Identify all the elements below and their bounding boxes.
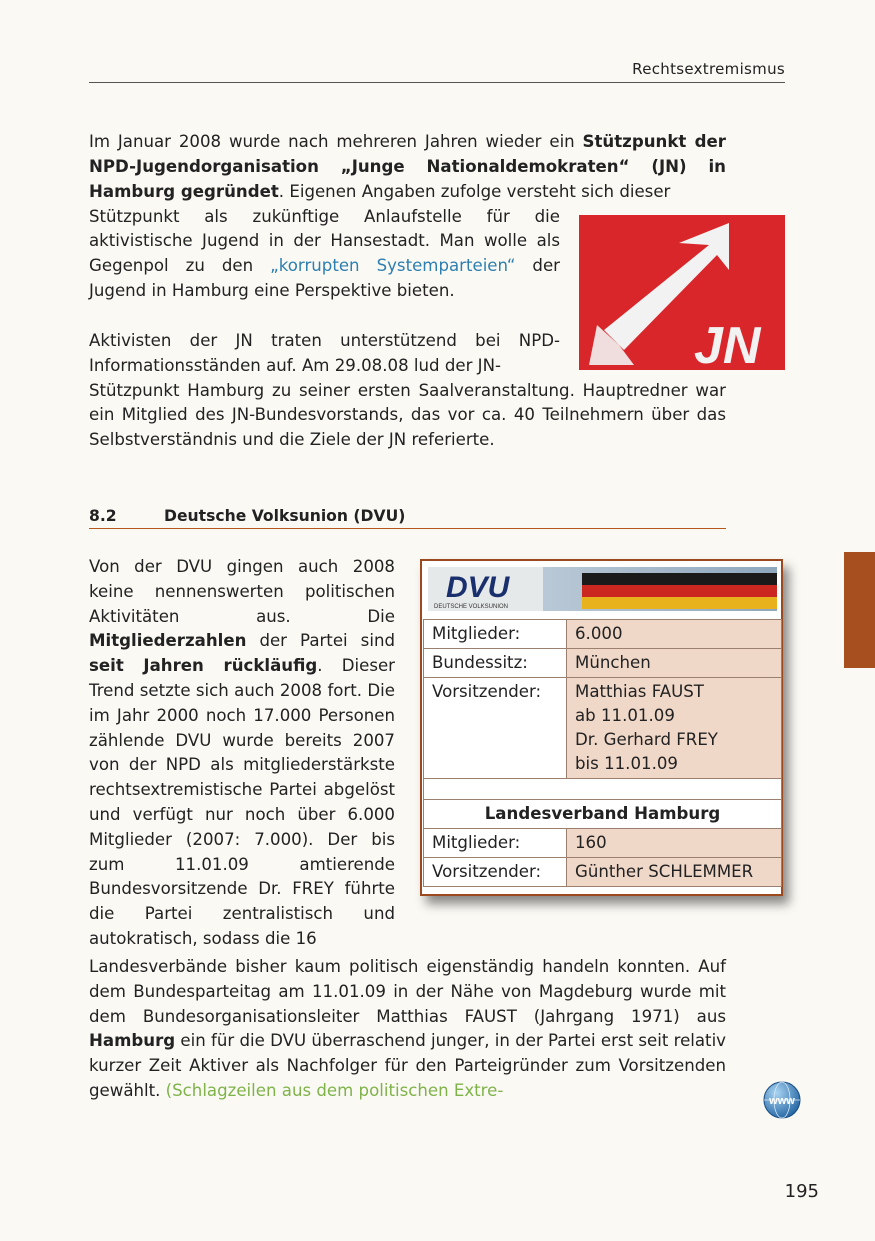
- www-globe-icon[interactable]: [762, 1080, 802, 1120]
- jn-paragraph-1a: Im Januar 2008 wurde nach mehreren Jahren wieder ein Stützpunkt der NPD-Jugendorganisation „Junge Nationaldemokraten“ (JN) in Hamburg gegründet. Eigenen Angaben zufolge versteht sich dieser: [89, 132, 726, 201]
- schlagzeilen-link[interactable]: (Schlagzeilen aus dem politischen Extre-: [165, 1080, 504, 1100]
- dvu-fact-box: [420, 559, 783, 896]
- section-number: 8.2: [89, 507, 117, 525]
- jn-logo-image: [579, 215, 785, 370]
- dvu-logo-text: DVU: [446, 571, 510, 604]
- dvu-paragraph-column: Von der DVU gingen auch 2008 keine nennenswerten politischen Aktivitäten aus. Die Mitgliederzahlen der Partei sind seit Jahren rückläufig. Dieser Trend setzte sich auch 2008 fort. Die im Jahr 2000 noch 17.000 Personen zählende DVU wurde bereits 2007 von der NPD als mitgliederstärkste rechtsextremistische Partei abgelöst und verfügt nur noch über 6.000 Mitglieder (2007: 7.000). Der bis zum 11.01.09 amtierende Bundesvorsitzende Dr. FREY führte die Partei zentralistisch und autokratisch, sodass die 16: [89, 557, 395, 948]
- table-subheading-row: Landesverband Hamburg: [424, 800, 782, 829]
- table-spacer-row: [424, 779, 782, 800]
- dvu-info-table: [423, 619, 782, 887]
- running-title: Rechtsextremismus: [632, 60, 785, 78]
- section-heading-8-2: [89, 506, 726, 529]
- jn-paragraph-2b: Stützpunkt Hamburg zu seiner ersten Saalveranstaltung. Hauptredner war ein Mitglied des JN-Bundesvorstands, das vor ca. 40 Teilnehmern über das Selbstverständnis und die Ziele der JN referierte.: [89, 380, 726, 450]
- page-number: 195: [784, 1181, 819, 1202]
- section-title: Deutsche Volksunion (DVU): [164, 507, 406, 525]
- dvu-paragraph-full: Landesverbände bisher kaum politisch eigenständig handeln konnten. Auf dem Bundesparteitag am 11.01.09 in der Nähe von Magdeburg wurde mit dem Bundesorganisationsleiter Matthias FAUST (Jahrgang 1971) aus Hamburg ein für die DVU überraschend junger, in der Partei erst seit relativ kurzer Zeit Aktiver als Nachfolger für den Parteigründer zum Vorsitzenden gewählt. (Schlagzeilen aus dem politischen Extre-: [89, 957, 726, 1100]
- chapter-tab-marker: [844, 552, 875, 668]
- table-row: Vorsitzender: Matthias FAUST ab 11.01.09 Dr. Gerhard FREY bis 11.01.09: [424, 678, 782, 779]
- dvu-logo-subtext: DEUTSCHE VOLKSUNION: [434, 604, 509, 610]
- jn-emphasis: Stützpunkt der NPD-Jugendorganisation „Junge Nationaldemokraten“ (JN) in Hamburg gegründet: [89, 132, 726, 201]
- www-label: www: [769, 1095, 795, 1107]
- jn-paragraph-1b: Stützpunkt als zukünftige Anlaufstelle für die aktivistische Jugend in der Hansestadt. Man wolle als Gegenpol zu den „korrupten Systemparteien“ der Jugend in Hamburg eine Perspektive bieten.: [89, 206, 560, 300]
- jn-paragraph-2a: Aktivisten der JN traten unterstützend bei NPD-Informationsständen auf. Am 29.08.08 lud der JN-: [89, 331, 560, 375]
- systemparteien-link[interactable]: „korrupten Systemparteien“: [270, 256, 516, 276]
- table-row: Vorsitzender: Günther SCHLEMMER: [424, 858, 782, 887]
- jn-logo-text: JN: [694, 317, 761, 370]
- table-row: Mitglieder: 160: [424, 829, 782, 858]
- dvu-logo-banner: [428, 567, 777, 611]
- table-row: Mitglieder: 6.000: [424, 620, 782, 649]
- running-header: [89, 60, 785, 83]
- table-row: Bundessitz: München: [424, 649, 782, 678]
